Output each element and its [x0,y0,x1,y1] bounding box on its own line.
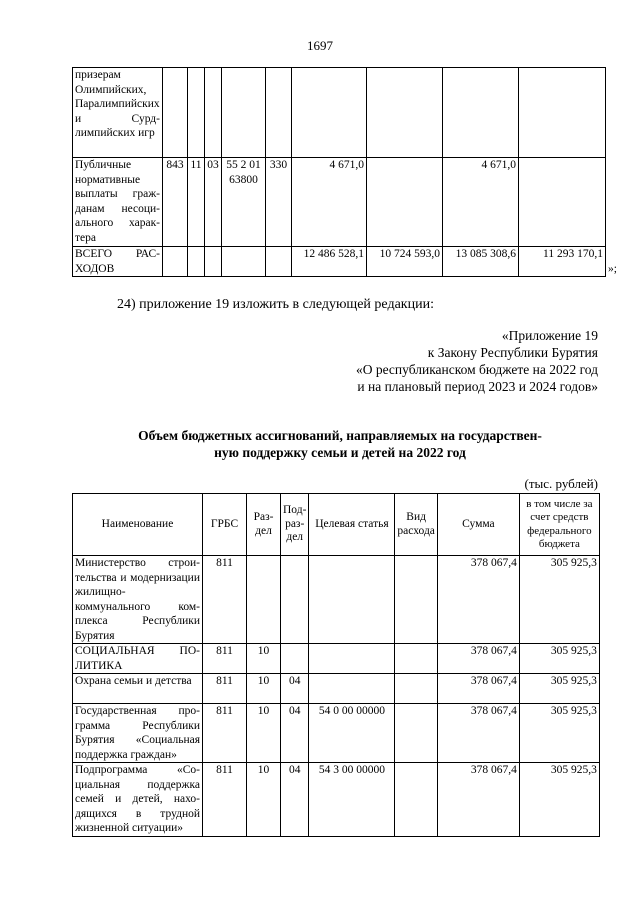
razdel-cell [188,68,205,158]
sum-cell-4 [519,68,606,158]
grbs-cell: 811 [203,556,247,644]
table-row [73,674,600,704]
row-name: Публичные нормативные выплаты гражданам несоциального характера [73,158,163,247]
header-vid: Вид расхода [395,494,437,556]
appendix-header [356,327,598,395]
tselevaya-cell: 54 3 00 00000 [309,763,395,837]
razdel-cell: 10 [247,763,281,837]
amendment-paragraph: 24) приложение 19 изложить в следующей редакции: [117,297,434,312]
razdel-cell: 10 [247,644,281,674]
podrazdel-cell: 04 [281,674,309,704]
vid-cell [395,556,437,644]
grbs-cell: 811 [203,674,247,704]
razdel-cell [188,247,205,277]
podrazdel-cell: 04 [281,704,309,763]
header-razdel: Раз-дел [247,494,281,556]
support-budget-table [72,493,600,837]
grbs-cell [163,247,188,277]
table-row [73,704,600,763]
summa-cell: 378 067,4 [437,644,519,674]
tselevaya-cell: 55 2 01 63800 [222,158,266,247]
tselevaya-cell: 54 0 00 00000 [309,704,395,763]
table-row [73,68,606,158]
razdel-cell: 11 [188,158,205,247]
sum-cell-3: 4 671,0 [443,158,519,247]
row-name: Министерство строительства и модернизации жилищно-коммунального комплекса Республики Бурятия [73,556,203,644]
summa-cell: 378 067,4 [437,763,519,837]
sum-cell-3 [443,68,519,158]
sum-cell-2: 10 724 593,0 [367,247,443,277]
sum-cell-1: 4 671,0 [292,158,367,247]
title-line-2: ную поддержку семьи и детей на 2022 год [214,445,466,460]
grbs-cell: 811 [203,763,247,837]
closing-quote: »; [608,263,617,275]
razdel-cell: 10 [247,674,281,704]
summa-cell: 378 067,4 [437,674,519,704]
sum-cell-4: 11 293 170,1 [519,247,606,277]
podrazdel-cell [281,644,309,674]
vid-cell [395,704,437,763]
table-row [73,247,606,277]
sum-cell-1: 12 486 528,1 [292,247,367,277]
table-row [73,763,600,837]
table-row [73,644,600,674]
vid-cell [395,763,437,837]
tselevaya-cell [222,247,266,277]
row-name: Подпрограмма «Социальная поддержка семей и детей, находящихся в трудной жизненной ситуации» [73,763,203,837]
federal-cell: 305 925,3 [519,763,599,837]
sum-cell-1 [292,68,367,158]
top-budget-table [72,67,606,277]
units-label: (тыс. рублей) [524,476,598,491]
sum-cell-2 [367,68,443,158]
sum-cell-3: 13 085 308,6 [443,247,519,277]
table-header-row [73,494,600,556]
grbs-cell [163,68,188,158]
row-name: ВСЕГО РАСХОДОВ [73,247,163,277]
header-name: Наименование [73,494,203,556]
federal-cell: 305 925,3 [519,704,599,763]
header-summa: Сумма [437,494,519,556]
tselevaya-cell [309,644,395,674]
grbs-cell: 843 [163,158,188,247]
vid-cell [395,674,437,704]
header-grbs: ГРБС [203,494,247,556]
razdel-cell [247,556,281,644]
vid-cell [266,68,292,158]
grbs-cell: 811 [203,704,247,763]
summa-cell: 378 067,4 [437,556,519,644]
header-tselevaya: Целевая статья [309,494,395,556]
row-name: Государственная программа Республики Бурятия «Социальная поддержка граждан» [73,704,203,763]
title-line-1: Объем бюджетных ассигнований, направляемых на государствен- [138,428,542,443]
podrazdel-cell: 03 [205,158,222,247]
federal-cell: 305 925,3 [519,674,599,704]
page-number: 1697 [307,38,333,53]
podrazdel-cell: 04 [281,763,309,837]
razdel-cell: 10 [247,704,281,763]
federal-cell: 305 925,3 [519,556,599,644]
federal-cell: 305 925,3 [519,644,599,674]
vid-cell [266,247,292,277]
tselevaya-cell [309,674,395,704]
podrazdel-cell [205,247,222,277]
tselevaya-cell [222,68,266,158]
appendix-line-1: «Приложение 19 [501,328,598,343]
vid-cell: 330 [266,158,292,247]
grbs-cell: 811 [203,644,247,674]
header-federal: в том числе за счет средств федерального бюджета [519,494,599,556]
table-row [73,158,606,247]
podrazdel-cell [281,556,309,644]
header-podrazdel: Под-раз-дел [281,494,309,556]
podrazdel-cell [205,68,222,158]
sum-cell-4 [519,158,606,247]
table-row [73,556,600,644]
appendix-line-3: «О республиканском бюджете на 2022 год [355,362,598,377]
appendix-line-2: к Закону Республики Бурятия [427,345,598,360]
summa-cell: 378 067,4 [437,704,519,763]
tselevaya-cell [309,556,395,644]
row-name: призерам Олимпийских, Паралимпийских и Сурдлимпийских игр [73,68,163,158]
row-name: Охрана семьи и детства [73,674,203,704]
appendix-line-4: и на плановый период 2023 и 2024 годов» [357,379,598,394]
document-title [60,427,620,461]
row-name: СОЦИАЛЬНАЯ ПОЛИТИКА [73,644,203,674]
sum-cell-2 [367,158,443,247]
vid-cell [395,644,437,674]
